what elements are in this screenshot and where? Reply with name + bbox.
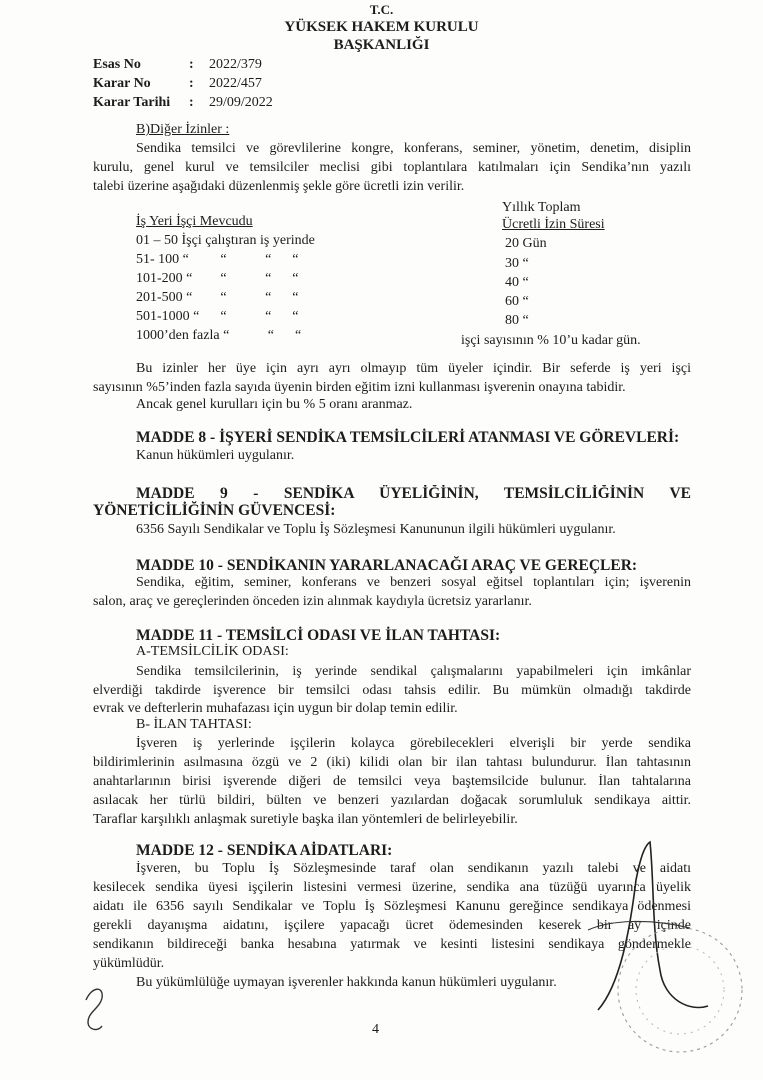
madde10-line1: Sendika, eğitim, seminer, konferans ve benzeri sosyal eğitsel toplantıları için; işverenin (136, 575, 691, 590)
madde12-line6: yükümlüdür. (93, 956, 165, 971)
madde8-text: Kanun hükümleri uygulanır. (136, 448, 295, 463)
madde11-a-line2: elverdiği takdirde işverence bir temsilci odası tahsis edilir. Bu mümkün olmadığı takdirde (93, 683, 691, 698)
meta-row-karar: Karar No : 2022/457 (93, 76, 262, 91)
meta-value: 2022/457 (209, 76, 262, 91)
table-row-left: 201-500 “ “ “ “ (136, 290, 299, 305)
header-tc: T.C. (369, 2, 394, 17)
madde12-line4: gerekli dayanışma aidatını, işçilere yapacağı ücret ödemesinden keserek bir ay içinde (93, 918, 691, 933)
madde10-line2: salon, araç ve gereçlerinden önceden izin alınmak kaydıyla ücretsiz yararlanır. (93, 594, 532, 609)
madde12-line2: kesilecek sendika üyesi işçilerin listesini vermesi üzerine, sendika ana tüzüğü uyarınca üyelik (93, 880, 691, 895)
izin-heading: B)Diğer İzinler : (136, 122, 230, 137)
madde9-title-line2: YÖNETİCİLİĞİNİN GÜVENCESİ: (93, 502, 336, 519)
table-row-left: 01 – 50 İşçi çalıştıran iş yerinde (136, 233, 315, 248)
madde11-b-line4: asılacak her türlü bildiri, bülten ve benzeri yazılardan doğacak sorumluluk sendikaya aittir. (93, 793, 691, 808)
table-row-left: 51- 100 “ “ “ “ (136, 252, 299, 267)
izin-p3: Ancak genel kurulları için bu % 5 oranı aranmaz. (136, 397, 413, 412)
meta-value: 2022/379 (209, 57, 262, 72)
round-stamp-icon (618, 928, 742, 1052)
meta-row-tarih: Karar Tarihi : 29/09/2022 (93, 95, 273, 110)
madde9-text: 6356 Sayılı Sendikalar ve Toplu İş Sözleşmesi Kanununun ilgili hükümleri uygulanır. (136, 522, 616, 537)
madde12-title: MADDE 12 - SENDİKA AİDATLARI: (136, 842, 393, 859)
izin-p1-line1: Sendika temsilci ve görevlilerine kongre, konferans, seminer, yönetim, denetim, disiplin (136, 141, 691, 156)
izin-p2-line2: sayısının %5’inden fazla sayıda üyenin birden eğitim izni kullanması işverenin onayına tabidir. (93, 380, 626, 395)
table-row-right: 30 “ (505, 256, 529, 271)
madde10-title: MADDE 10 - SENDİKANIN YARARLANACAĞI ARAÇ VE GEREÇLER: (136, 557, 638, 574)
table-row-right: 20 Gün (505, 236, 547, 251)
meta-value: 29/09/2022 (209, 95, 273, 110)
meta-label: Esas No (93, 57, 141, 72)
madde11-b-line3: anahtarlarının birisi işverende diğeri de temsilci veya baştemsilcide bulunur. İlan tahtalarına (93, 774, 691, 789)
madde11-a-line3: evrak ve defterlerin muhafazası için uygun bir dolap temin edilir. (93, 701, 458, 716)
meta-label: Karar No (93, 76, 151, 91)
table-row-right: 40 “ (505, 275, 529, 290)
table-row-right: 60 “ (505, 294, 529, 309)
izin-p1-line3: talebi üzerine aşağıdaki düzenlenmiş şekle göre ücretli izin verilir. (93, 179, 465, 194)
madde12-final: Bu yükümlülüğe uymayan işverenler hakkında kanun hükümleri uygulanır. (136, 975, 557, 990)
madde11-a-line1: Sendika temsilcilerinin, iş yerinde sendikal çalışmalarını yapabilmeleri için imkânlar (136, 664, 691, 679)
madde8-title: MADDE 8 - İŞYERİ SENDİKA TEMSİLCİLERİ ATANMASI VE GÖREVLERİ: (136, 429, 680, 446)
madde9-title-line1: MADDE 9 - SENDİKA ÜYELİĞİNİN, TEMSİLCİLİĞİNİN VE (136, 485, 691, 502)
madde11-b-line1: İşveren iş yerlerinde işçilerin kolayca görebilecekleri elverişli bir yerde sendika (136, 736, 691, 751)
col-right-head1: Yıllık Toplam (502, 200, 581, 215)
col-left-head: İş Yeri İşçi Mevcudu (136, 214, 253, 229)
izin-p1-line2: kurulu, genel kurul ve temsilciler meclisi gibi toplantılara katılmaları için Sendika’nın yazılı (93, 160, 691, 175)
madde11-sub-b: B- İLAN TAHTASI: (136, 717, 252, 732)
table-row-right: işçi sayısının % 10’u kadar gün. (461, 333, 641, 348)
madde11-sub-a: A-TEMSİLCİLİK ODASI: (136, 644, 289, 659)
table-row-left: 501-1000 “ “ “ “ (136, 309, 299, 324)
page-number: 4 (372, 1022, 379, 1037)
initial-signature-icon (86, 989, 102, 1029)
madde12-line1: İşveren, bu Toplu İş Sözleşmesinde taraf olan sendikanın yazılı talebi ve aidatı (136, 861, 691, 876)
meta-label: Karar Tarihi (93, 95, 171, 110)
madde12-line5: sendikanın bildireceği banka hesabına yatırmak ve kesinti listesini sendikaya göndermekle (93, 937, 691, 952)
col-right-head2: Ücretli İzin Süresi (502, 217, 605, 232)
header-presidency: BAŞKANLIĞI (333, 37, 430, 53)
madde11-title: MADDE 11 - TEMSİLCİ ODASI VE İLAN TAHTASI: (136, 627, 501, 644)
izin-p2-line1: Bu izinler her üye için ayrı ayrı olmayıp tüm üyeler içindir. Bir seferde iş yeri işçi (136, 361, 691, 376)
madde11-b-line5: Taraflar karşılıklı anlaşmak suretiyle başka ilan yöntemleri de belirleyebilir. (93, 812, 518, 827)
table-row-right: 80 “ (505, 313, 529, 328)
madde11-b-line2: bildirimlerinin asılmasına özgü ve 2 (iki) kilidi olan bir ilan tahtası bulundurur. İlan tahtasının (93, 755, 691, 770)
header-institution: YÜKSEK HAKEM KURULU (284, 19, 479, 35)
madde12-line3: aidatı ile 6356 sayılı Sendikalar ve Toplu İş Sözleşmesi Kanunu gereğince sendikaya ödenmesi (93, 899, 691, 914)
signature-icon (598, 842, 708, 1010)
table-row-left: 101-200 “ “ “ “ (136, 271, 299, 286)
meta-row-esas: Esas No : 2022/379 (93, 57, 262, 72)
table-row-left: 1000’den fazla “ “ “ (136, 328, 302, 343)
